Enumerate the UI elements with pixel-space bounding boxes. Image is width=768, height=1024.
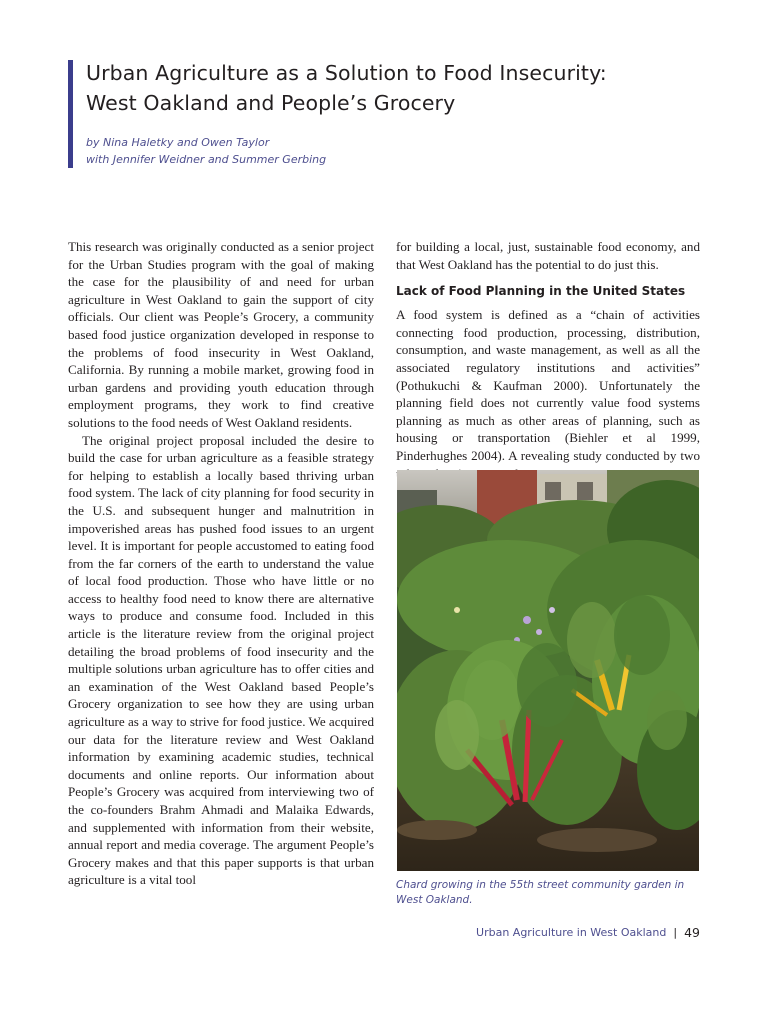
body-paragraph-2-continued: for building a local, just, sustainable food economy, and that West Oakland has the potential to do just this. (396, 239, 700, 272)
photo-caption: Chard growing in the 55th street community garden in West Oakland. (396, 879, 685, 906)
byline-authors: by Nina Haletky and Owen Taylor (86, 136, 270, 149)
page-footer (476, 925, 700, 941)
section-heading: Lack of Food Planning in the United States (396, 284, 686, 299)
left-column (68, 238, 374, 889)
body-paragraph-2: The original project proposal included the desire to build the case for urban agriculture as a feasible strategy for helping to establish a locally based thriving urban food system. The lack of city planning for food security in the U.S. and subsequent hunger and malnutrition in impoverished areas has pushed food issues to an urgent level. It is important for people accustomed to eating food from the far corners of the earth to understand the value of local food production. Those who have little or no access to healthy food need to know there are alternative ways to produce and consume food. Included in this article is the literature review from the original project detailing the broad problems of food insecurity and the multiple solutions urban agriculture has to offer cities and an examination of the West Oakland based People’s Grocery organization to see how they are using urban agriculture as a way to strive for food justice. We acquired our data for the literature review and West Oakland information by examining academic studies, technical documents and online reports. Our information about People’s Grocery was acquired from interviewing two of the co-founders Brahm Ahmadi and Malaika Edwards, and supplemented with information from their website, annual report and media coverage. The argument People’s Grocery makes and that this paper supports is that urban agriculture is a vital tool (68, 432, 374, 888)
footer-separator: | (673, 926, 678, 939)
body-paragraph-1: This research was originally conducted as a senior project for the Urban Studies program with the goal of making the case for the plausibility of and need for urban agriculture in West Oakland to gain the support of city officials. Our client was People’s Grocery, a community based food justice organization developed in response to the problems of food insecurity in West Oakland, California. By running a mobile market, growing food in urban gardens and providing youth education through employment programs, they work to find creative solutions to the food needs of West Oakland residents. (68, 239, 374, 430)
body-paragraph-3: A food system is defined as a “chain of activities connecting food production, processing, distribution, consumption, and waste management, as well as all the associated regulatory institutions and activities” (Pothukuchi & Kaufman 2000). Unfortunately the planning field does not currently value food systems planning as much as other areas of planning, such as housing or transportation (Biehler et al 1999, Pinderhughes 2004). A revealing study conducted by two (396, 307, 700, 463)
byline-contributors: with Jennifer Weidner and Summer Gerbing (86, 153, 327, 166)
article-title (86, 58, 726, 118)
article-title-line1: Urban Agriculture as a Solution to Food Insecurity: (86, 61, 607, 85)
right-column (396, 238, 700, 482)
garden-photo (397, 470, 699, 871)
byline (86, 134, 326, 168)
page-number: 49 (684, 925, 700, 940)
title-accent-bar (68, 60, 73, 168)
running-title: Urban Agriculture in West Oakland (476, 926, 667, 939)
article-title-line2: West Oakland and People’s Grocery (86, 91, 456, 115)
